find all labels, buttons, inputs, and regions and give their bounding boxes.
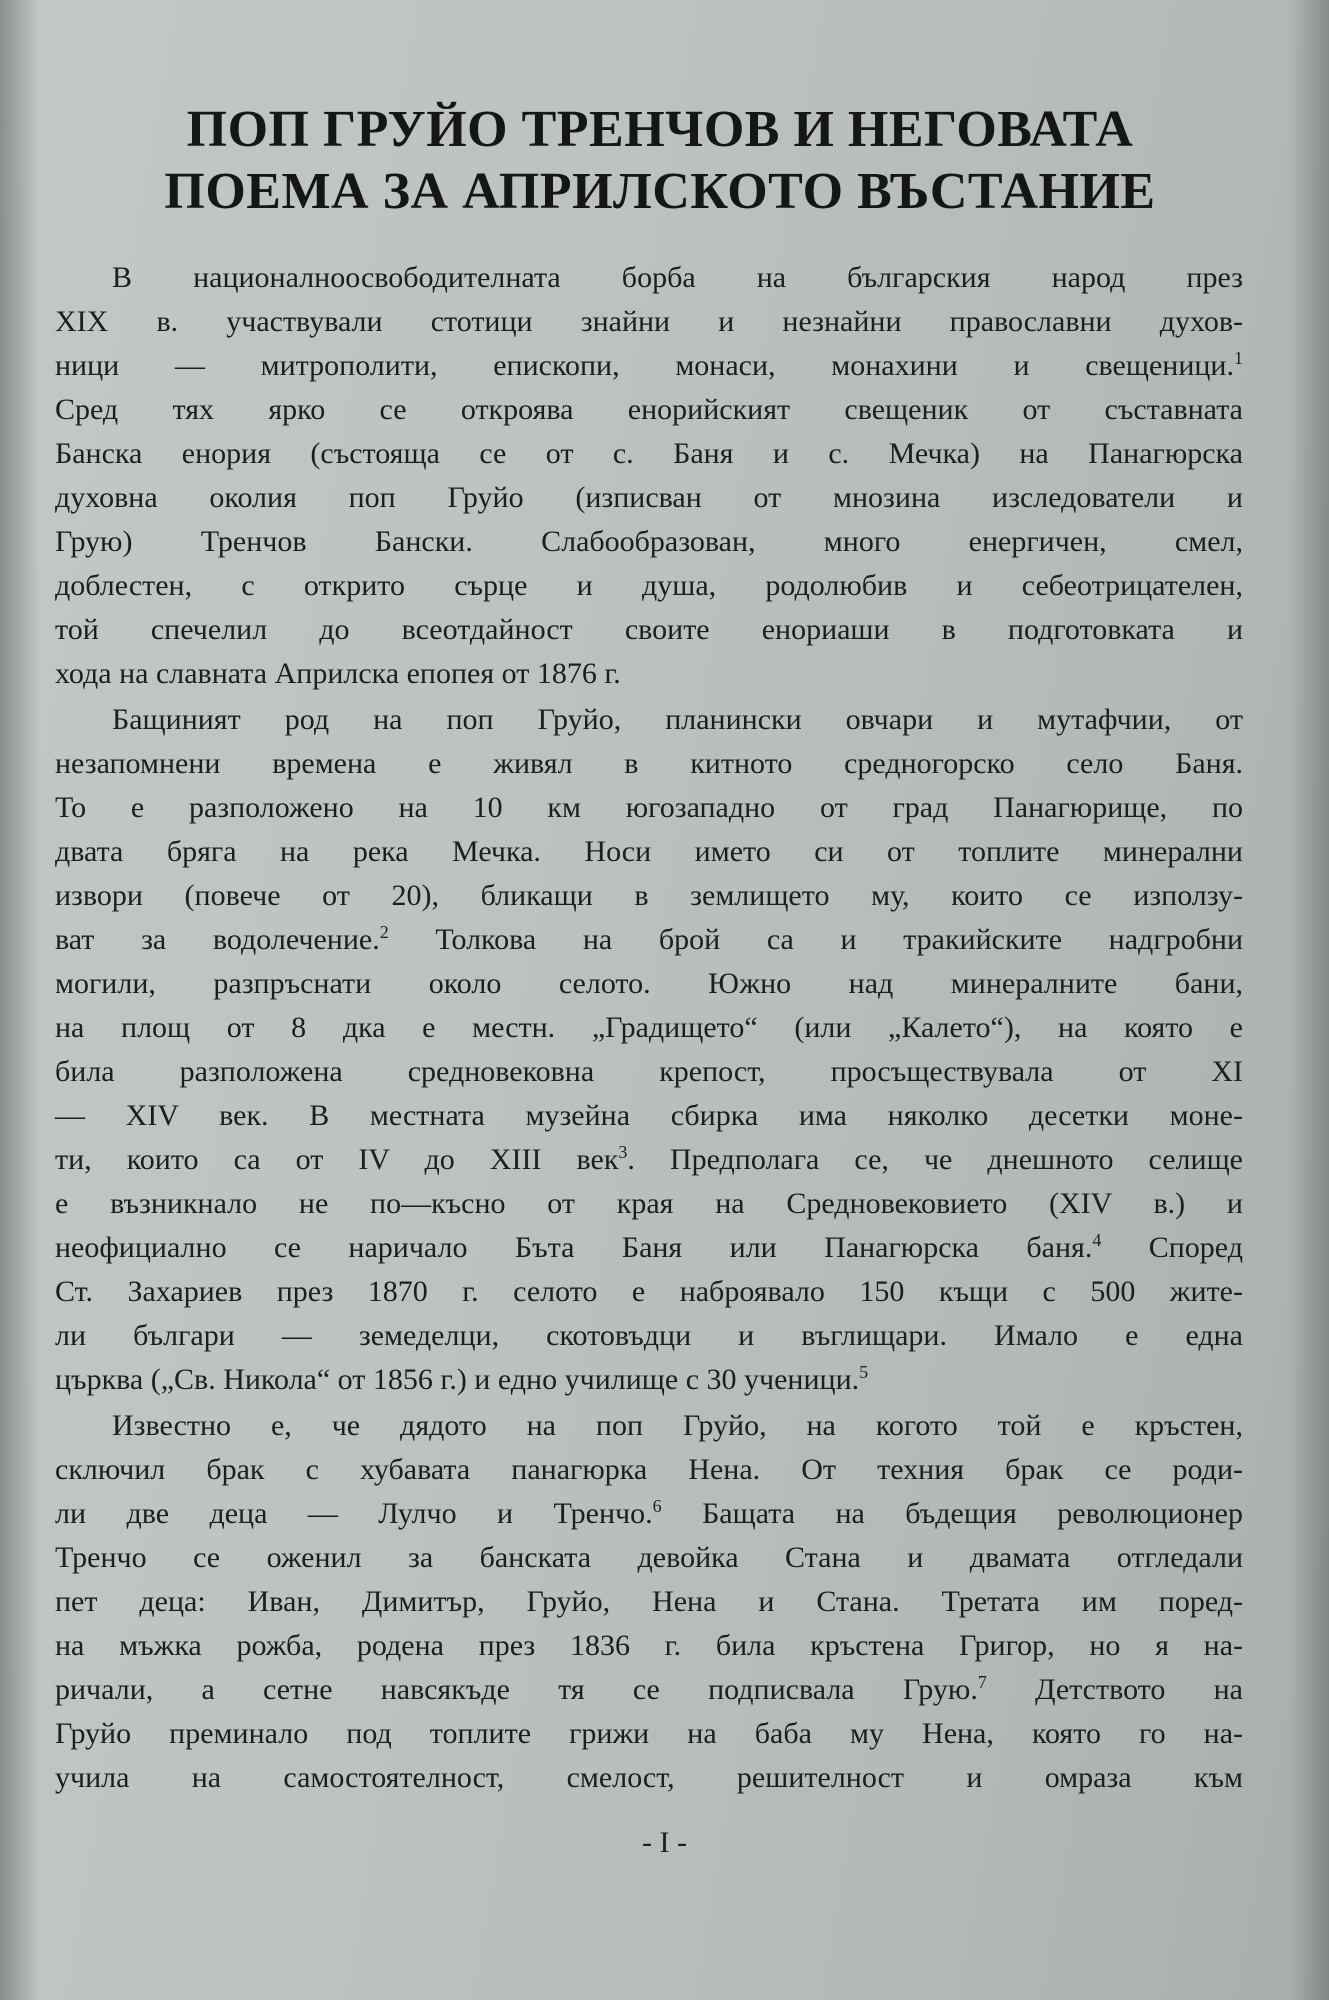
text-line: е възникнало не по—късно от края на Средновековието (XIV в.) и [55, 1187, 1243, 1220]
text-line: XIX в. участвували стотици знайни и незнайни православни духов- [55, 305, 1243, 338]
text-line: Груйо преминало под топлите грижи на баба му Нена, която го на- [55, 1717, 1243, 1750]
text-line: хода на славната Априлска епопея от 1876 г. [55, 657, 621, 690]
page-number: - I - [642, 1826, 687, 1859]
footnote-ref: 5 [859, 1362, 869, 1382]
footnote-ref: 7 [977, 1672, 987, 1692]
text-line: ти, които са от IV до XIII век$^3$. Предполага се, че днешното селище [55, 1142, 1243, 1176]
text-line: ричали, а сетне навсякъде тя се подписвала Грую.$^7$ Детството на [55, 1672, 1243, 1706]
text-line: на площ от 8 дка е местн. „Градището“ (или „Калето“), на която е [55, 1011, 1243, 1044]
text-line: пет деца: Иван, Димитър, Груйо, Нена и Стана. Третата им поред- [55, 1585, 1243, 1618]
text-line: ници — митрополити, епископи, монаси, монахини и свещеници.$^1$ [55, 348, 1243, 382]
text-line: доблестен, с открито сърце и душа, родолюбив и себеотрицателен, [55, 569, 1243, 602]
text-line: Известно е, че дядото на поп Груйо, на когото той е кръстен, [112, 1409, 1243, 1442]
page-shadow-right [1289, 0, 1329, 2000]
text-line: Тренчо се оженил за банската девойка Стана и двамата отгледали [55, 1541, 1243, 1574]
text-line: Банска енория (състояща се от с. Баня и с. Мечка) на Панагюрска [55, 437, 1243, 470]
text-line: духовна околия поп Груйо (изписван от мнозина изследователи и [55, 481, 1243, 514]
text-line: могили, разпръснати около селото. Южно над минералните бани, [55, 967, 1243, 1000]
footnote-ref: 1 [1234, 348, 1243, 368]
footnote-ref: 2 [379, 922, 389, 942]
text-line: църква („Св. Никола“ от 1856 г.) и едно училище с 30 ученици.$^5$ [55, 1362, 869, 1396]
text-line: — XIV век. В местната музейна сбирка има няколко десетки моне- [55, 1099, 1243, 1132]
text-line: ли две деца — Лулчо и Тренчо.$^6$ Бащата на бъдещия революционер [55, 1496, 1243, 1530]
page-shadow-left [0, 0, 40, 2000]
text-line: незапомнени времена е живял в китното средногорско село Баня. [55, 747, 1243, 780]
text-line: извори (повече от 20), бликащи в землището му, които се използу- [55, 879, 1243, 912]
footnote-ref: 6 [652, 1496, 662, 1516]
text-line: В националноосвободителната борба на българския народ през [112, 261, 1243, 294]
text-line: на мъжка рожба, родена през 1836 г. била кръстена Григор, но я на- [55, 1629, 1243, 1662]
text-line: учила на самостоятелност, смелост, решителност и омраза към [55, 1761, 1243, 1794]
text-line: Сред тях ярко се откроява енорийският свещеник от съставната [55, 393, 1243, 426]
text-line: Грую) Тренчов Бански. Слабообразован, много енергичен, смел, [55, 525, 1243, 558]
text-line: Ст. Захариев през 1870 г. селото е наброявало 150 къщи с 500 жите- [55, 1275, 1243, 1308]
text-line: той спечелил до всеотдайност своите енориаши в подготовката и [55, 613, 1243, 646]
footnote-ref: 3 [618, 1142, 628, 1162]
text-line: сключил брак с хубавата панагюрка Нена. От техния брак се роди- [55, 1453, 1243, 1486]
text-line: двата бряга на река Мечка. Носи името си от топлите минерални [55, 835, 1243, 868]
text-line: ли българи — земеделци, скотовъдци и въглищари. Имало е една [55, 1319, 1243, 1352]
text-line: била разположена средновековна крепост, просъществувала от XI [55, 1055, 1243, 1088]
text-line: Бащиният род на поп Груйо, планински овчари и мутафчии, от [112, 703, 1243, 736]
title-line-1: ПОП ГРУЙО ТРЕНЧОВ И НЕГОВАТА [186, 101, 1134, 158]
text-line: ват за водолечение.$^2$ Толкова на брой са и тракийските надгробни [55, 922, 1243, 956]
title-line-2: ПОЕМА ЗА АПРИЛСКОТО ВЪСТАНИЕ [164, 163, 1156, 220]
footnote-ref: 4 [1092, 1230, 1102, 1250]
text-line: неофициално се наричало Бъта Баня или Панагюрска баня.$^4$ Според [55, 1230, 1243, 1264]
text-line: То е разположено на 10 км югозападно от град Панагюрище, по [55, 791, 1243, 824]
